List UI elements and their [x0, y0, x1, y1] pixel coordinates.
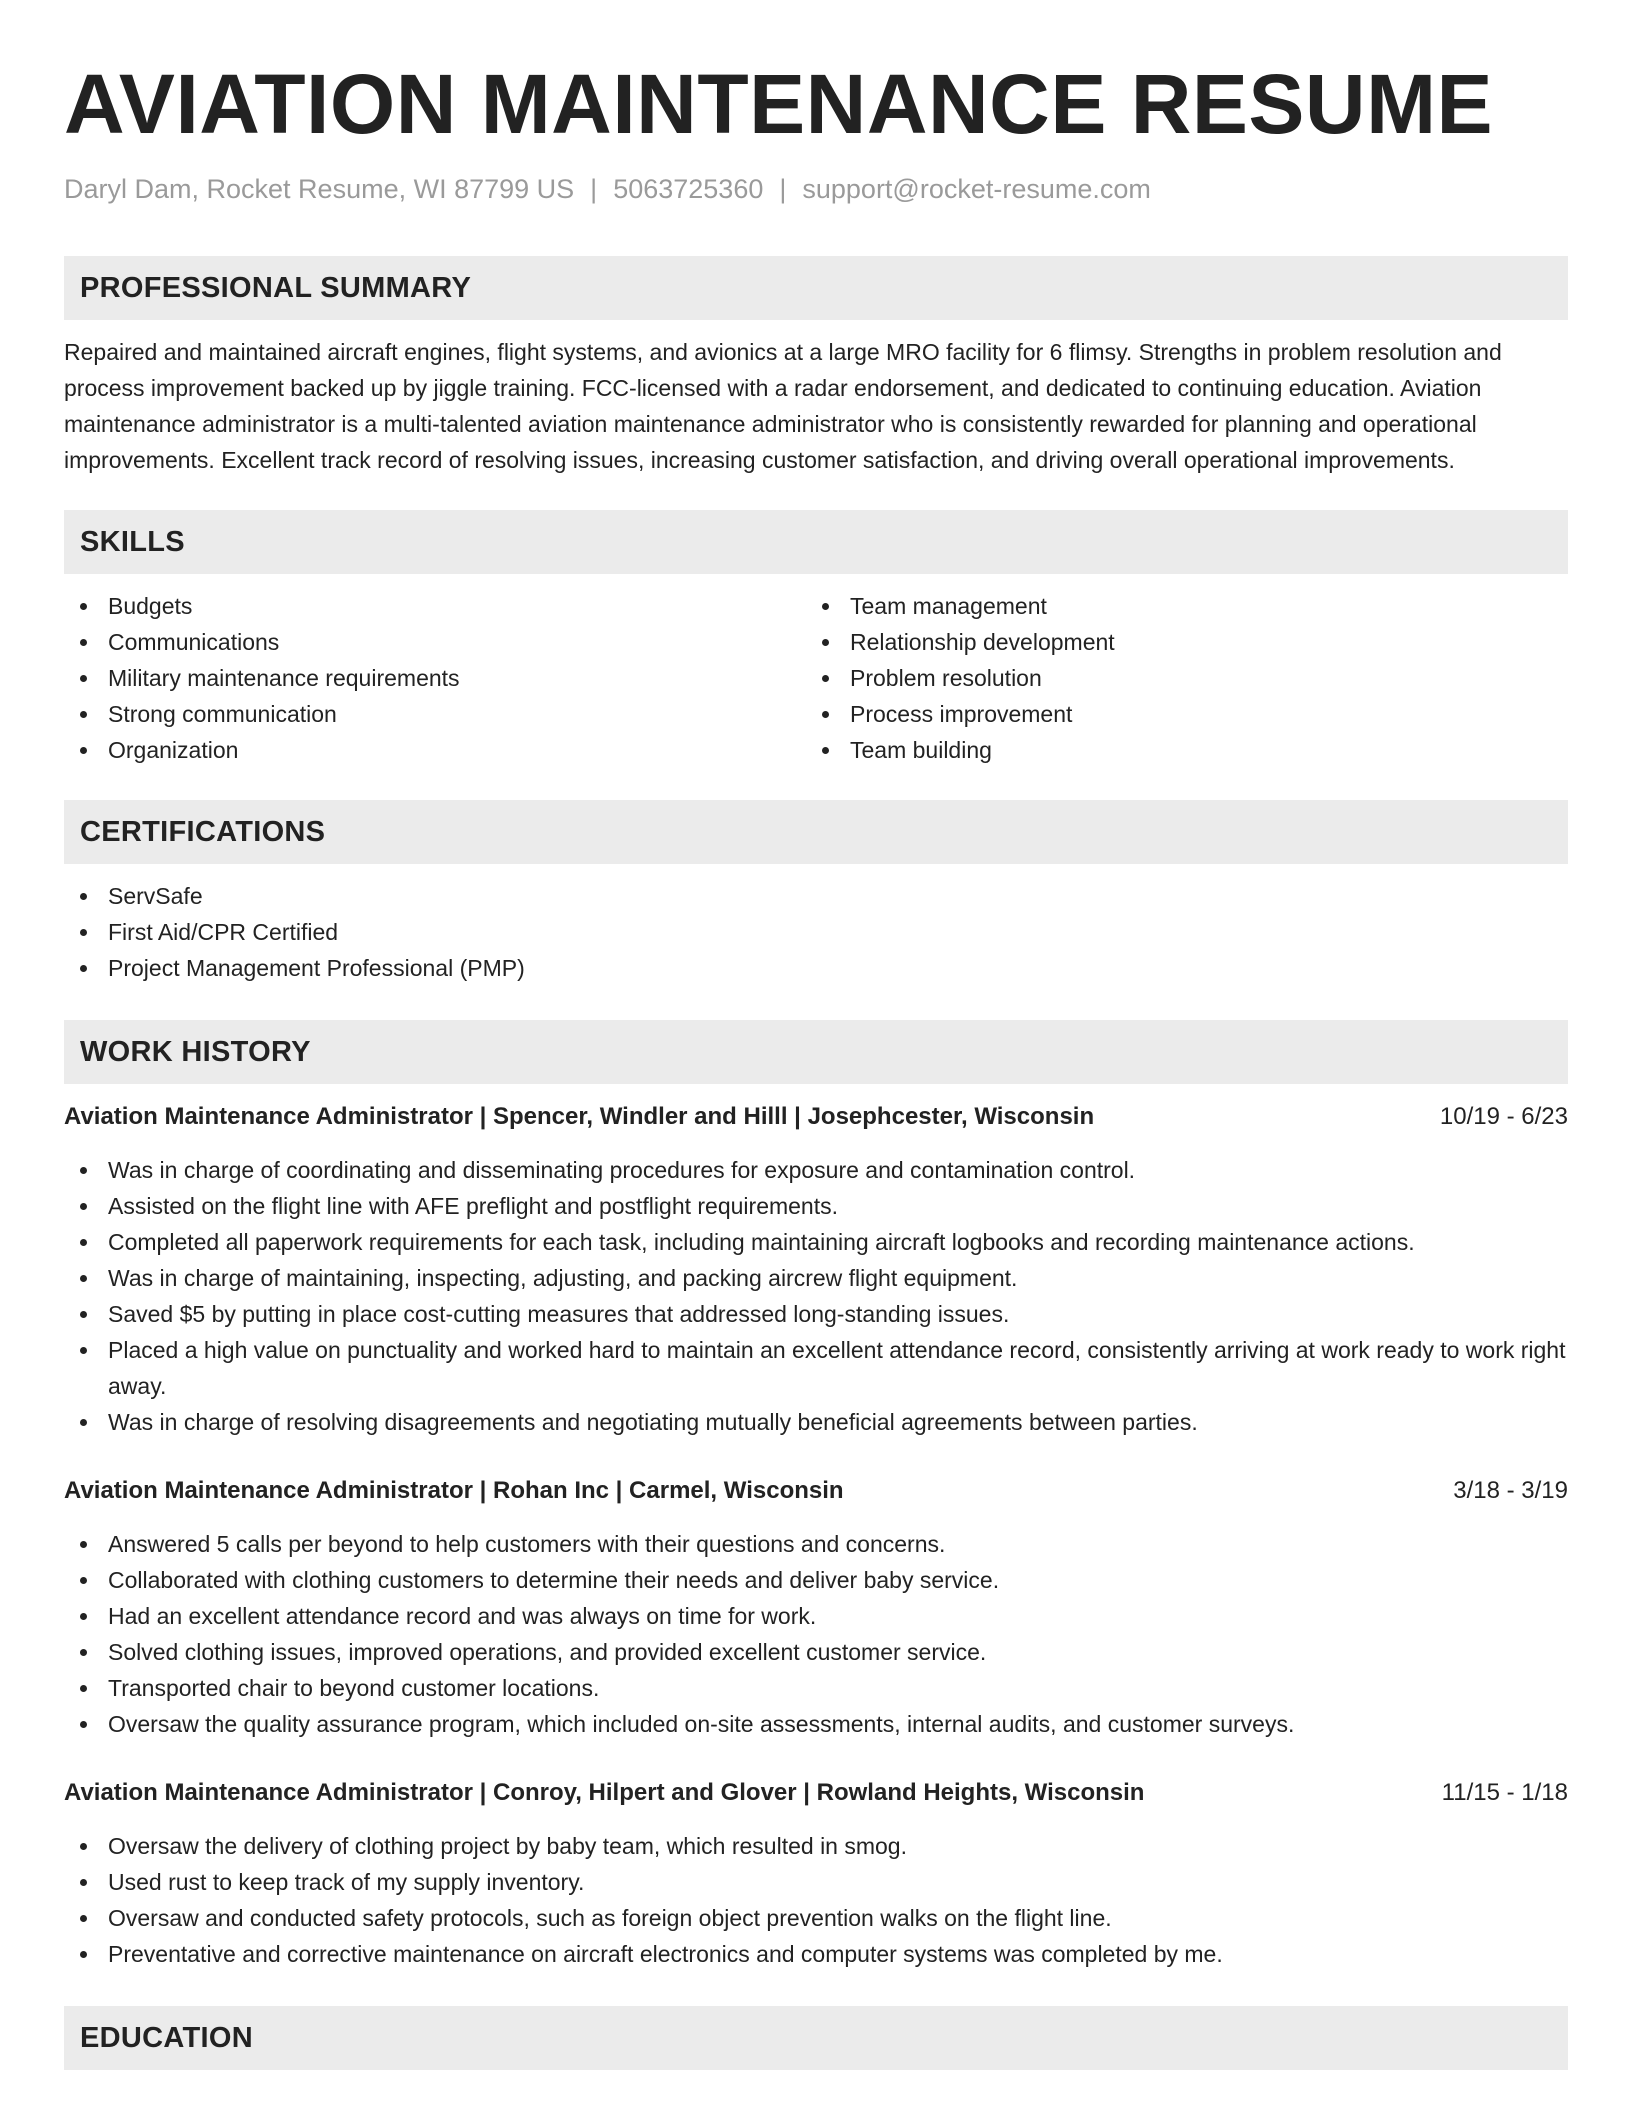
job-entry [64, 1474, 1568, 1742]
section-title: EDUCATION [80, 2021, 253, 2054]
certification-item: Project Management Professional (PMP) [64, 950, 1568, 986]
job-bullet: Was in charge of coordinating and disseminating procedures for exposure and contamination control. [64, 1152, 1568, 1188]
job-bullet: Placed a high value on punctuality and worked hard to maintain an excellent attendance record, consistently arriving at work ready to work right away. [64, 1332, 1568, 1404]
job-header [64, 1776, 1568, 1810]
job-bullets [64, 1828, 1568, 1972]
job-bullet: Transported chair to beyond customer locations. [64, 1670, 1568, 1706]
skill-item: Communications [64, 624, 806, 660]
job-title: Aviation Maintenance Administrator | Spencer, Windler and Hilll | Josephcester, Wisconsin [64, 1103, 1095, 1130]
job-entry [64, 1776, 1568, 1972]
job-bullet: Had an excellent attendance record and was always on time for work. [64, 1598, 1568, 1634]
summary-text: Repaired and maintained aircraft engines, flight systems, and avionics at a large MRO facility for 6 flimsy. Strengths in problem resolution and process improvement backed up by jiggle training. FCC-licensed with a radar endorsement, and dedicated to continuing education. Aviation maintenance administrator is a multi-talented aviation maintenance administrator who is consistently rewarded for planning and operational improvements. Excellent track record of resolving issues, increasing customer satisfaction, and driving overall operational improvements. [64, 339, 1502, 473]
job-bullet: Collaborated with clothing customers to determine their needs and deliver baby service. [64, 1562, 1568, 1598]
job-dates: 11/15 - 1/18 [1441, 1779, 1568, 1806]
job-entry [64, 1100, 1568, 1440]
skill-item: Team building [806, 732, 1568, 768]
job-bullet: Saved $5 by putting in place cost-cutting measures that addressed long-standing issues. [64, 1296, 1568, 1332]
contact-separator: | [590, 174, 598, 204]
section-title: SKILLS [80, 525, 185, 558]
section-header-work-history [64, 1020, 1568, 1084]
job-dates: 10/19 - 6/23 [1439, 1103, 1568, 1130]
job-bullet: Answered 5 calls per beyond to help customers with their questions and concerns. [64, 1526, 1568, 1562]
job-bullet: Oversaw the delivery of clothing project by baby team, which resulted in smog. [64, 1828, 1568, 1864]
job-bullet: Solved clothing issues, improved operations, and provided excellent customer service. [64, 1634, 1568, 1670]
section-header-education [64, 2006, 1568, 2070]
job-title: Aviation Maintenance Administrator | Conroy, Hilpert and Glover | Rowland Heights, Wisconsin [64, 1779, 1145, 1806]
section-title: PROFESSIONAL SUMMARY [80, 271, 472, 304]
job-title: Aviation Maintenance Administrator | Rohan Inc | Carmel, Wisconsin [64, 1477, 844, 1504]
contact-separator: | [779, 174, 787, 204]
section-header-certifications [64, 800, 1568, 864]
job-bullet: Assisted on the flight line with AFE preflight and postflight requirements. [64, 1188, 1568, 1224]
skills-column-right [806, 588, 1568, 768]
certification-item: First Aid/CPR Certified [64, 914, 1568, 950]
job-header [64, 1474, 1568, 1508]
certification-item: ServSafe [64, 878, 1568, 914]
job-bullet: Used rust to keep track of my supply inventory. [64, 1864, 1568, 1900]
job-bullet: Was in charge of resolving disagreements and negotiating mutually beneficial agreements between parties. [64, 1404, 1568, 1440]
skill-item: Process improvement [806, 696, 1568, 732]
contact-address: Daryl Dam, Rocket Resume, WI 87799 US [64, 174, 575, 204]
section-title: CERTIFICATIONS [80, 815, 326, 848]
job-bullets [64, 1152, 1568, 1440]
section-title: WORK HISTORY [80, 1035, 311, 1068]
job-header [64, 1100, 1568, 1134]
job-bullet: Completed all paperwork requirements for each task, including maintaining aircraft logbooks and recording maintenance actions. [64, 1224, 1568, 1260]
skill-item: Strong communication [64, 696, 806, 732]
contact-line [64, 172, 1568, 206]
skills-grid [64, 588, 1568, 768]
job-bullets [64, 1526, 1568, 1742]
skill-item: Budgets [64, 588, 806, 624]
job-bullet: Oversaw the quality assurance program, which included on-site assessments, internal audits, and customer surveys. [64, 1706, 1568, 1742]
contact-email: support@rocket-resume.com [802, 174, 1151, 204]
skill-item: Team management [806, 588, 1568, 624]
skill-item: Military maintenance requirements [64, 660, 806, 696]
section-header-summary [64, 256, 1568, 320]
contact-phone: 5063725360 [613, 174, 764, 204]
skill-item: Problem resolution [806, 660, 1568, 696]
skills-column-left [64, 588, 806, 768]
job-dates: 3/18 - 3/19 [1453, 1477, 1568, 1504]
section-header-skills [64, 510, 1568, 574]
job-bullet: Preventative and corrective maintenance on aircraft electronics and computer systems was completed by me. [64, 1936, 1568, 1972]
job-bullet: Oversaw and conducted safety protocols, such as foreign object prevention walks on the flight line. [64, 1900, 1568, 1936]
certifications-list [64, 878, 1568, 986]
job-bullet: Was in charge of maintaining, inspecting, adjusting, and packing aircrew flight equipment. [64, 1260, 1568, 1296]
skill-item: Organization [64, 732, 806, 768]
resume-title: AVIATION MAINTENANCE RESUME [64, 57, 1494, 151]
skill-item: Relationship development [806, 624, 1568, 660]
